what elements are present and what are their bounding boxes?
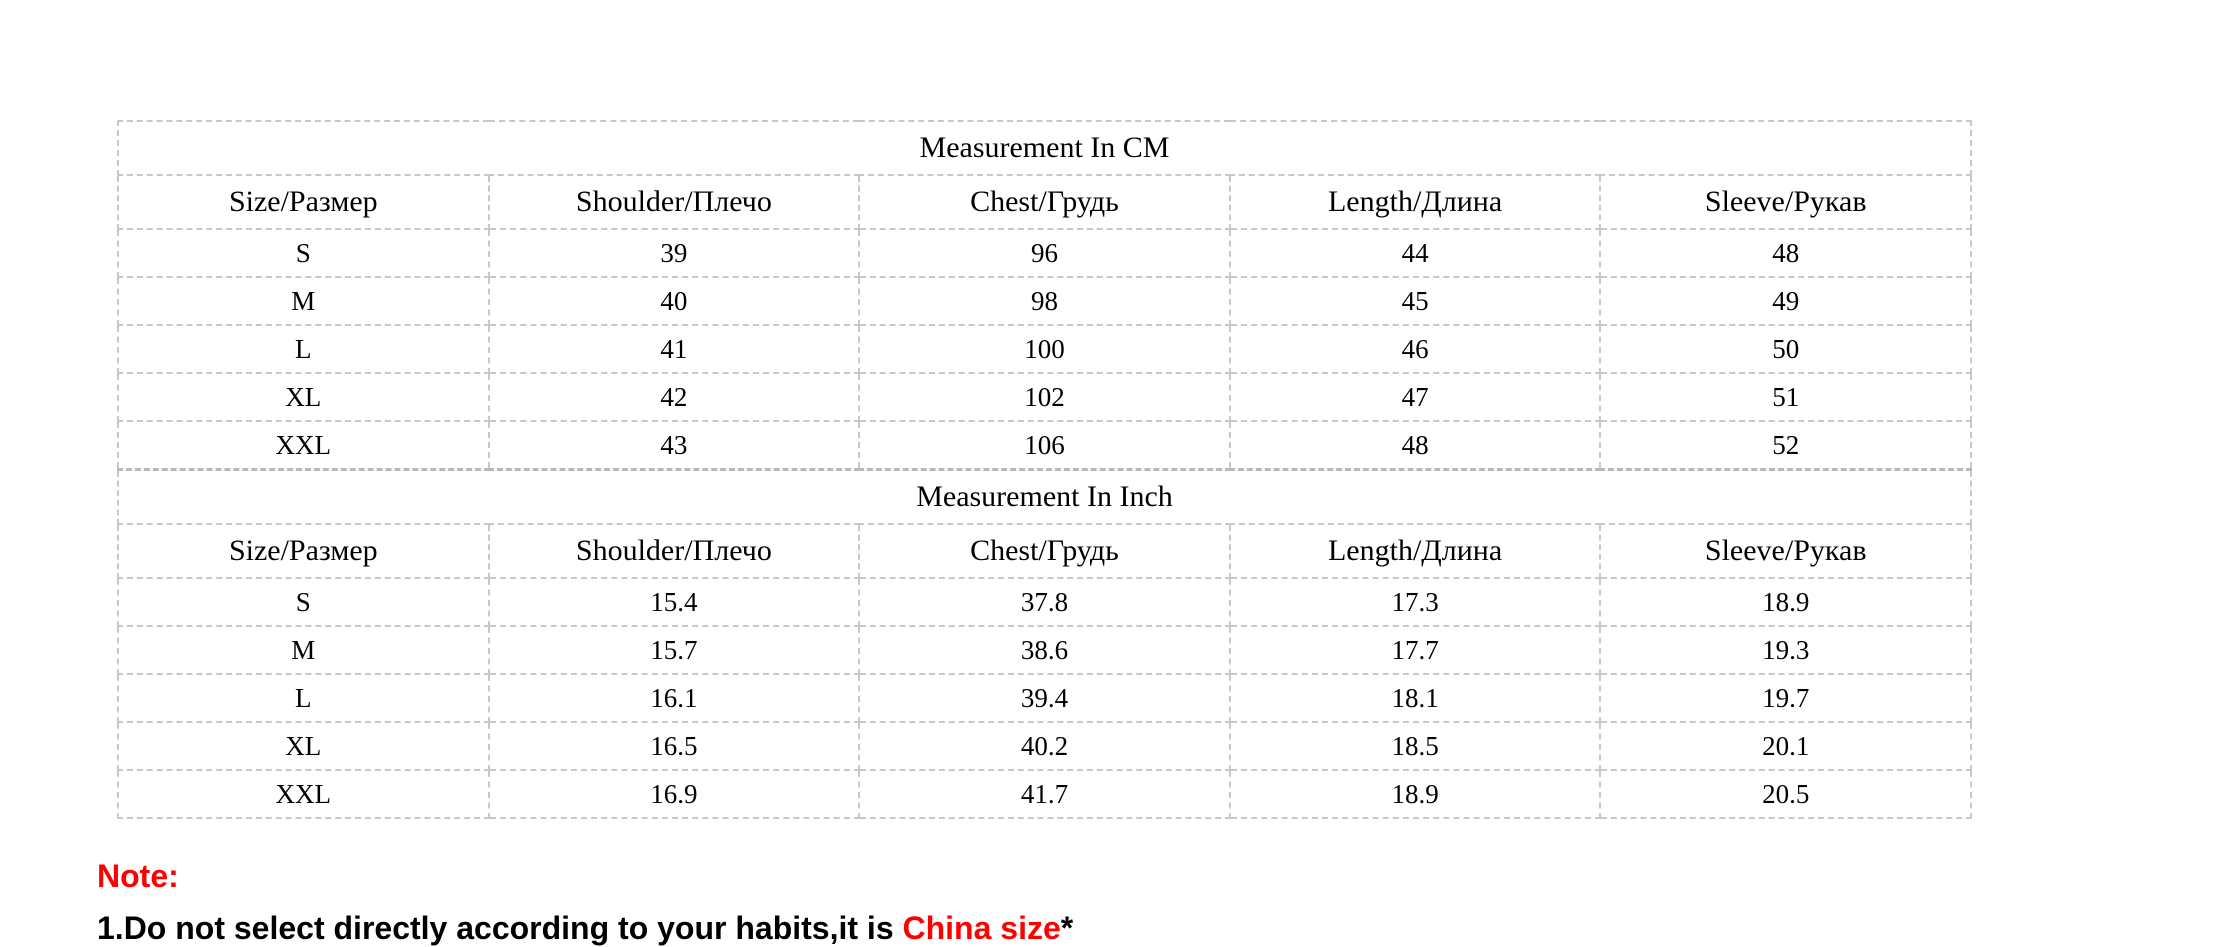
table-cell: M	[118, 626, 489, 674]
table-title-inch: Measurement In Inch	[118, 470, 1971, 525]
table-cell: 17.3	[1230, 578, 1601, 626]
table-cell: 16.1	[489, 674, 860, 722]
table-cell: 52	[1600, 421, 1971, 470]
table-cell: 15.4	[489, 578, 860, 626]
table-cell: 100	[859, 325, 1230, 373]
header-cell: Length/Длина	[1230, 524, 1601, 578]
table-cell: 40.2	[859, 722, 1230, 770]
table-cell: 42	[489, 373, 860, 421]
table-cell: 39.4	[859, 674, 1230, 722]
header-cell: Sleeve/Рукав	[1600, 175, 1971, 229]
table-cell: XL	[118, 373, 489, 421]
table-cell: XL	[118, 722, 489, 770]
header-cell: Size/Размер	[118, 175, 489, 229]
table-cell: 16.9	[489, 770, 860, 818]
table-cell: 51	[1600, 373, 1971, 421]
note-line-1-text: 1.Do not select directly according to your habits,it is	[97, 910, 894, 946]
table-cell: 102	[859, 373, 1230, 421]
table-cell: 96	[859, 229, 1230, 277]
table-cell: 18.1	[1230, 674, 1601, 722]
header-cell: Shoulder/Плечо	[489, 524, 860, 578]
table-cell: 18.5	[1230, 722, 1601, 770]
size-chart-table	[117, 120, 1972, 819]
table-cell: 19.3	[1600, 626, 1971, 674]
table-row	[118, 229, 1971, 277]
table-cell: 46	[1230, 325, 1601, 373]
header-cell: Length/Длина	[1230, 175, 1601, 229]
table-cell: 18.9	[1600, 578, 1971, 626]
table-cell: 38.6	[859, 626, 1230, 674]
table-cell: 43	[489, 421, 860, 470]
note-line-1	[97, 910, 1073, 947]
table-cell: 20.1	[1600, 722, 1971, 770]
table-cell: 15.7	[489, 626, 860, 674]
header-cell: Shoulder/Плечо	[489, 175, 860, 229]
table-cell: 48	[1230, 421, 1601, 470]
table-cell: 18.9	[1230, 770, 1601, 818]
table-cell: 98	[859, 277, 1230, 325]
table-cell: 40	[489, 277, 860, 325]
header-cell: Sleeve/Рукав	[1600, 524, 1971, 578]
table-cell: 106	[859, 421, 1230, 470]
header-cell: Chest/Грудь	[859, 175, 1230, 229]
table-title-row	[118, 470, 1971, 525]
table-cell: 48	[1600, 229, 1971, 277]
china-size-highlight: China size	[902, 910, 1061, 946]
table-header-row	[118, 175, 1971, 229]
table-title-cm: Measurement In CM	[118, 121, 1971, 175]
table-cell: XXL	[118, 421, 489, 470]
table-row	[118, 373, 1971, 421]
table-cell: 49	[1600, 277, 1971, 325]
table-row	[118, 277, 1971, 325]
table-cell: 47	[1230, 373, 1601, 421]
header-cell: Size/Размер	[118, 524, 489, 578]
table-row	[118, 722, 1971, 770]
header-cell: Chest/Грудь	[859, 524, 1230, 578]
table-row	[118, 770, 1971, 818]
table-row	[118, 674, 1971, 722]
table-cell: 39	[489, 229, 860, 277]
table-cell: L	[118, 325, 489, 373]
note-label: Note:	[97, 858, 179, 894]
table-row	[118, 626, 1971, 674]
table-cell: S	[118, 578, 489, 626]
table-cell: 16.5	[489, 722, 860, 770]
table-cell: 17.7	[1230, 626, 1601, 674]
table-cell: 44	[1230, 229, 1601, 277]
table-cell: 19.7	[1600, 674, 1971, 722]
table-cell: L	[118, 674, 489, 722]
table-cell: 45	[1230, 277, 1601, 325]
table-cell: 50	[1600, 325, 1971, 373]
table-cell: M	[118, 277, 489, 325]
table-cell: 37.8	[859, 578, 1230, 626]
table-cell: XXL	[118, 770, 489, 818]
table-row	[118, 325, 1971, 373]
table-row	[118, 578, 1971, 626]
table-cell: 41.7	[859, 770, 1230, 818]
table-title-row	[118, 121, 1971, 175]
table-row	[118, 421, 1971, 470]
table-cell: S	[118, 229, 489, 277]
table-cell: 41	[489, 325, 860, 373]
table-header-row	[118, 524, 1971, 578]
note-line-1-end: *	[1060, 910, 1074, 946]
table-cell: 20.5	[1600, 770, 1971, 818]
